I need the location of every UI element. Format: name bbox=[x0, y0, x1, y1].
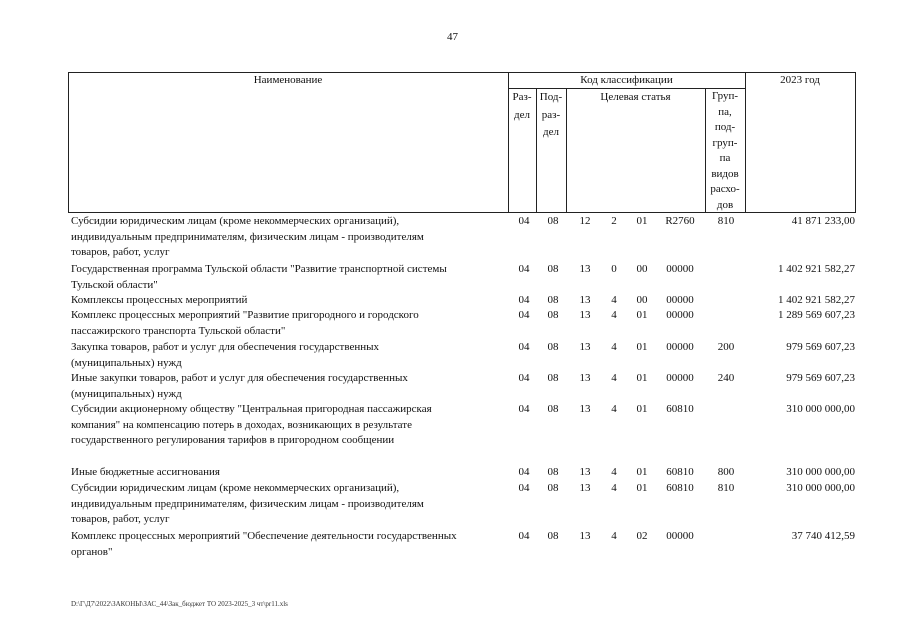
row-podrazdel: 08 bbox=[547, 372, 559, 384]
row-program: 13 bbox=[579, 294, 591, 306]
table-header bbox=[68, 72, 856, 213]
row-amount: 310 000 000,00 bbox=[786, 403, 855, 415]
row-direction: 60810 bbox=[666, 482, 694, 494]
row-subprogram: 4 bbox=[611, 372, 617, 384]
row-direction: 00000 bbox=[666, 294, 694, 306]
row-podrazdel: 08 bbox=[547, 530, 559, 542]
row-amount: 1 402 921 582,27 bbox=[778, 263, 855, 275]
row-amount: 1 402 921 582,27 bbox=[778, 294, 855, 306]
row-event: 01 bbox=[636, 215, 648, 227]
row-expense-type: 810 bbox=[717, 215, 735, 227]
row-subprogram: 4 bbox=[611, 341, 617, 353]
row-razdel: 04 bbox=[518, 530, 530, 542]
row-name: Государственная программа Тульской области "Развитие транспортной системы Тульской области" bbox=[71, 263, 447, 291]
row-program: 13 bbox=[579, 403, 591, 415]
row-podrazdel: 08 bbox=[547, 482, 559, 494]
row-direction: 00000 bbox=[666, 263, 694, 275]
row-program: 12 bbox=[579, 215, 591, 227]
row-program: 13 bbox=[579, 309, 591, 321]
row-name: Иные закупки товаров, работ и услуг для обеспечения государственных (муниципальных) нужд bbox=[71, 372, 408, 400]
row-name: Иные бюджетные ассигнования bbox=[71, 466, 220, 478]
row-direction: 60810 bbox=[666, 403, 694, 415]
row-event: 02 bbox=[636, 530, 648, 542]
row-program: 13 bbox=[579, 341, 591, 353]
page-number: 47 bbox=[447, 31, 458, 43]
row-program: 13 bbox=[579, 530, 591, 542]
row-name: Субсидии юридическим лицам (кроме некоммерческих организаций), индивидуальным предпринимателям, физическим лицам - производителям товаров, работ, услуг bbox=[71, 482, 424, 525]
row-razdel: 04 bbox=[518, 309, 530, 321]
row-expense-type: 200 bbox=[717, 341, 735, 353]
row-razdel: 04 bbox=[518, 403, 530, 415]
row-podrazdel: 08 bbox=[547, 263, 559, 275]
row-event: 01 bbox=[636, 309, 648, 321]
row-subprogram: 4 bbox=[611, 309, 617, 321]
row-event: 00 bbox=[636, 263, 648, 275]
row-razdel: 04 bbox=[518, 466, 530, 478]
row-amount: 41 871 233,00 bbox=[791, 215, 855, 227]
row-razdel: 04 bbox=[518, 263, 530, 275]
row-direction: 00000 bbox=[666, 309, 694, 321]
header-podrazdel: Под- раз- дел bbox=[539, 91, 563, 138]
header-code-classification: Код классификации bbox=[580, 74, 673, 86]
row-program: 13 bbox=[579, 372, 591, 384]
row-name: Комплекс процессных мероприятий "Развитие пригородного и городского пассажирского транспорта Тульской области" bbox=[71, 309, 419, 337]
row-program: 13 bbox=[579, 466, 591, 478]
row-amount: 1 289 569 607,23 bbox=[778, 309, 855, 321]
row-subprogram: 4 bbox=[611, 530, 617, 542]
row-expense-type: 240 bbox=[717, 372, 735, 384]
row-event: 01 bbox=[636, 466, 648, 478]
row-subprogram: 0 bbox=[611, 263, 617, 275]
row-program: 13 bbox=[579, 482, 591, 494]
row-event: 01 bbox=[636, 372, 648, 384]
row-name: Комплексы процессных мероприятий bbox=[71, 294, 248, 306]
row-razdel: 04 bbox=[518, 341, 530, 353]
row-subprogram: 4 bbox=[611, 466, 617, 478]
row-event: 01 bbox=[636, 403, 648, 415]
row-podrazdel: 08 bbox=[547, 341, 559, 353]
row-razdel: 04 bbox=[518, 482, 530, 494]
row-razdel: 04 bbox=[518, 294, 530, 306]
row-direction: 00000 bbox=[666, 530, 694, 542]
row-amount: 37 740 412,59 bbox=[791, 530, 855, 542]
row-razdel: 04 bbox=[518, 372, 530, 384]
row-podrazdel: 08 bbox=[547, 294, 559, 306]
row-podrazdel: 08 bbox=[547, 403, 559, 415]
row-event: 00 bbox=[636, 294, 648, 306]
row-subprogram: 2 bbox=[611, 215, 617, 227]
row-amount: 979 569 607,23 bbox=[786, 341, 855, 353]
header-target-article: Целевая статья bbox=[600, 91, 671, 103]
header-razdel: Раз- дел bbox=[512, 91, 532, 121]
row-direction: R2760 bbox=[665, 215, 695, 227]
header-year: 2023 год bbox=[780, 74, 820, 86]
file-path-footer: D:\Г\Д7\2022\ЗАКОНЫ\ЗАС_44\Зак_бюджет ТО 2023-2025_3 чт\pr11.xls bbox=[71, 600, 288, 608]
row-amount: 310 000 000,00 bbox=[786, 482, 855, 494]
row-program: 13 bbox=[579, 263, 591, 275]
row-podrazdel: 08 bbox=[547, 466, 559, 478]
row-name: Субсидии акционерному обществу "Центральная пригородная пассажирская компания" на компенсацию потерь в доходах, возникающих в результате государственного регулирования тарифов в пригородном сообщении bbox=[71, 403, 432, 446]
row-subprogram: 4 bbox=[611, 294, 617, 306]
row-amount: 310 000 000,00 bbox=[786, 466, 855, 478]
row-subprogram: 4 bbox=[611, 482, 617, 494]
row-podrazdel: 08 bbox=[547, 215, 559, 227]
row-direction: 00000 bbox=[666, 372, 694, 384]
row-name: Закупка товаров, работ и услуг для обеспечения государственных (муниципальных) нужд bbox=[71, 341, 380, 369]
row-expense-type: 810 bbox=[717, 482, 735, 494]
row-expense-type: 800 bbox=[717, 466, 735, 478]
row-name: Субсидии юридическим лицам (кроме некоммерческих организаций), индивидуальным предпринимателям, физическим лицам - производителям товаров, работ, услуг bbox=[71, 215, 424, 258]
row-name: Комплекс процессных мероприятий "Обеспечение деятельности государственных органов" bbox=[71, 530, 457, 558]
row-event: 01 bbox=[636, 482, 648, 494]
header-group: Груп- па, под- груп- па видов расхо- дов bbox=[710, 90, 740, 211]
row-amount: 979 569 607,23 bbox=[786, 372, 855, 384]
row-direction: 60810 bbox=[666, 466, 694, 478]
row-event: 01 bbox=[636, 341, 648, 353]
header-name: Наименование bbox=[253, 74, 323, 86]
row-podrazdel: 08 bbox=[547, 309, 559, 321]
row-razdel: 04 bbox=[518, 215, 530, 227]
row-direction: 00000 bbox=[666, 341, 694, 353]
row-subprogram: 4 bbox=[611, 403, 617, 415]
